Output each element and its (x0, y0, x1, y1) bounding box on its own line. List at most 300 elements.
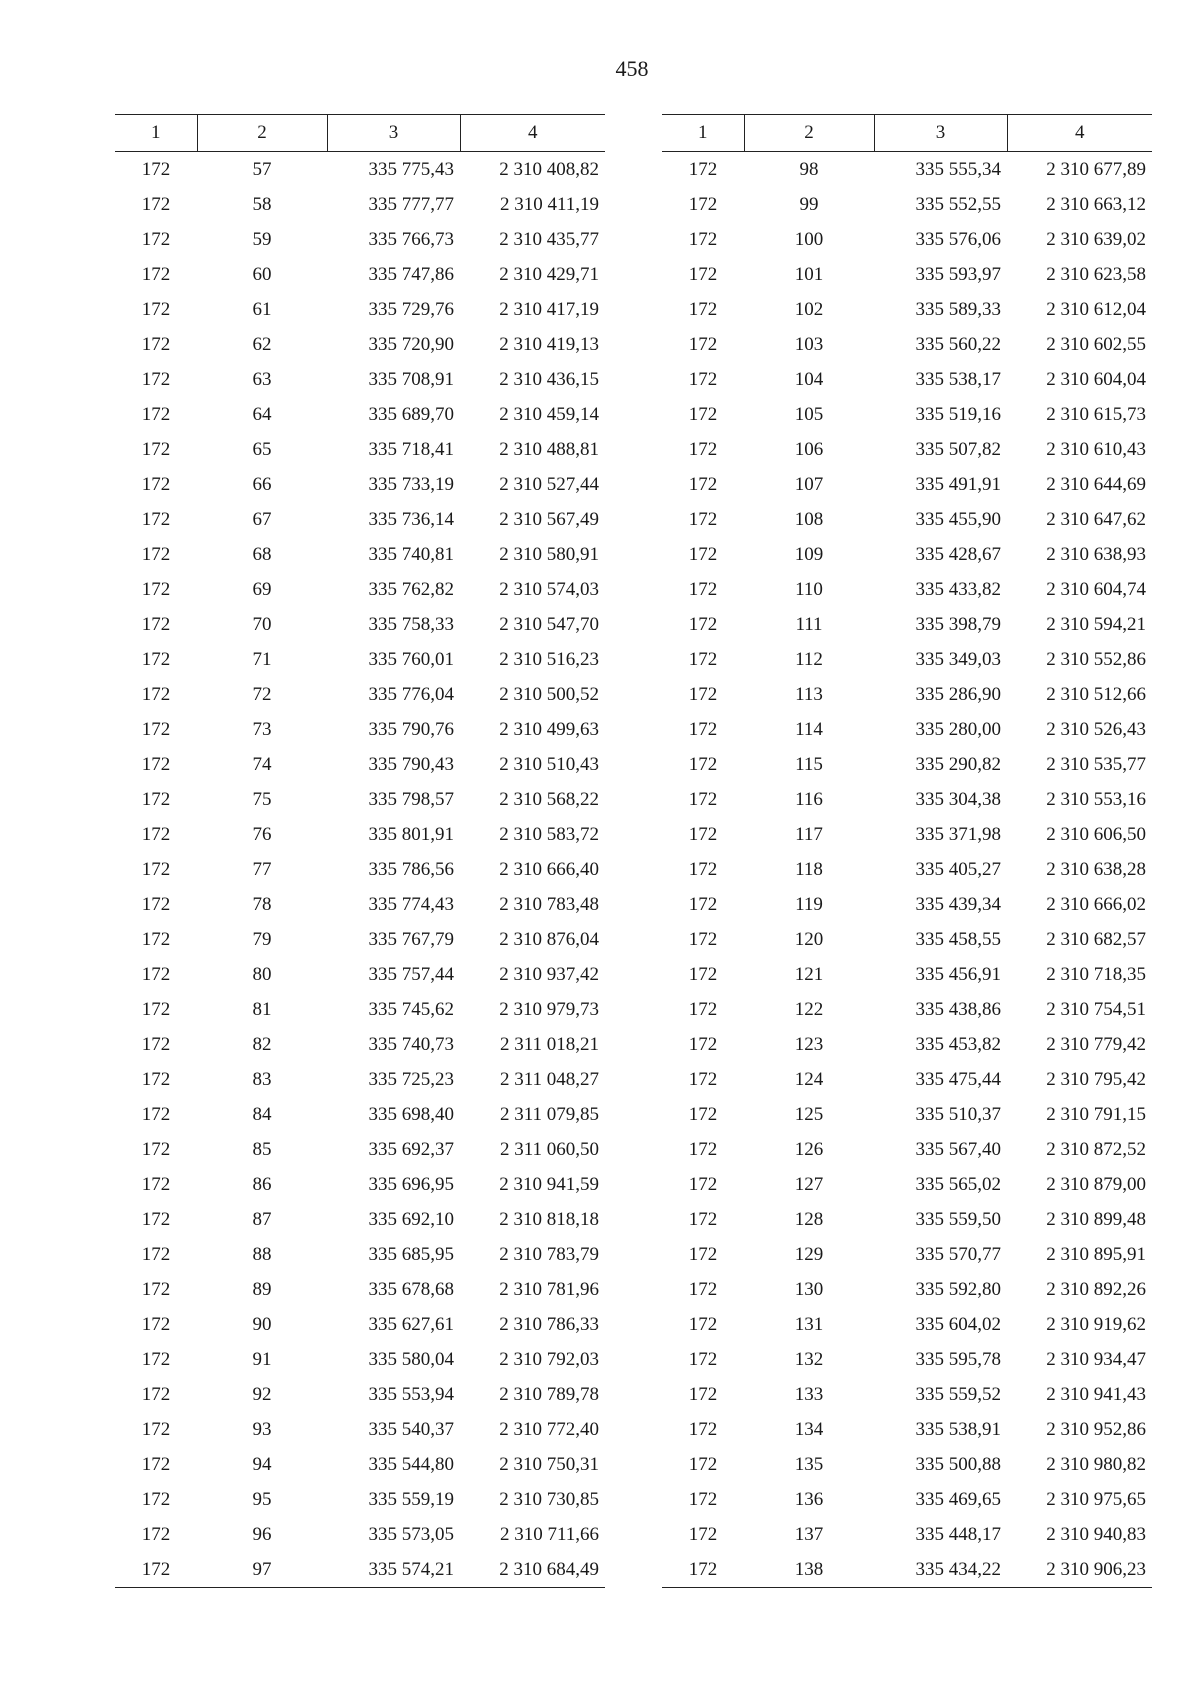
table-cell-col2: 108 (794, 508, 824, 530)
table-cell-col4: 2 310 975,65 (1046, 1488, 1146, 1510)
table-cell-col4: 2 310 750,31 (499, 1453, 599, 1475)
right-table (662, 114, 1152, 1588)
table-cell-col4: 2 310 574,03 (499, 578, 599, 600)
table-cell-col3: 335 290,82 (915, 753, 1001, 775)
table-cell-col4: 2 310 408,82 (499, 158, 599, 180)
table-cell-col3: 335 540,37 (368, 1418, 454, 1440)
table-cell-col4: 2 310 783,48 (499, 893, 599, 915)
table-cell-col1: 172 (688, 613, 718, 635)
table-cell-col2: 79 (252, 928, 272, 950)
table-cell-col1: 172 (688, 508, 718, 530)
table-cell-col1: 172 (141, 1208, 171, 1230)
table-row (115, 572, 605, 607)
table-cell-col2: 75 (252, 788, 272, 810)
table-cell-col2: 58 (252, 193, 272, 215)
table-cell-col3: 335 458,55 (915, 928, 1001, 950)
table-cell-col4: 2 310 644,69 (1046, 473, 1146, 495)
table-cell-col1: 172 (688, 823, 718, 845)
column-header-3: 3 (327, 115, 460, 152)
table-cell-col1: 172 (688, 893, 718, 915)
table-row (115, 747, 605, 782)
table-cell-col4: 2 310 429,71 (499, 263, 599, 285)
table-cell-col3: 335 565,02 (915, 1173, 1001, 1195)
table-cell-col1: 172 (688, 473, 718, 495)
table-cell-col4: 2 310 638,93 (1046, 543, 1146, 565)
table-cell-col2: 68 (252, 543, 272, 565)
table-cell-col3: 335 776,04 (368, 683, 454, 705)
table-row (662, 1342, 1152, 1377)
table-cell-col3: 335 553,94 (368, 1383, 454, 1405)
table-cell-col4: 2 310 568,22 (499, 788, 599, 810)
table-row (115, 957, 605, 992)
table-cell-col3: 335 729,76 (368, 298, 454, 320)
table-cell-col3: 335 491,91 (915, 473, 1001, 495)
table-cell-col2: 101 (794, 263, 824, 285)
table-row (662, 1377, 1152, 1412)
table-cell-col3: 335 685,95 (368, 1243, 454, 1265)
table-cell-col3: 335 720,90 (368, 333, 454, 355)
table-row (662, 922, 1152, 957)
table-cell-col2: 134 (794, 1418, 824, 1440)
table-cell-col2: 84 (252, 1103, 272, 1125)
table-cell-col1: 172 (141, 928, 171, 950)
table-row (115, 502, 605, 537)
table-row (662, 607, 1152, 642)
table-cell-col4: 2 310 980,82 (1046, 1453, 1146, 1475)
table-cell-col1: 172 (688, 718, 718, 740)
table-cell-col2: 90 (252, 1313, 272, 1335)
table-row (662, 992, 1152, 1027)
table-cell-col2: 69 (252, 578, 272, 600)
table-cell-col2: 97 (197, 1552, 327, 1588)
table-cell-col1: 172 (141, 1278, 171, 1300)
table-cell-col1: 172 (141, 893, 171, 915)
table-cell-col3: 335 762,82 (368, 578, 454, 600)
table-cell-col4: 2 310 783,79 (499, 1243, 599, 1265)
table-cell-col3: 335 790,43 (368, 753, 454, 775)
table-cell-col2: 83 (252, 1068, 272, 1090)
table-cell-col2: 63 (252, 368, 272, 390)
table-cell-col1: 172 (115, 1552, 197, 1588)
table-cell-col3: 335 570,77 (915, 1243, 1001, 1265)
table-cell-col2: 128 (794, 1208, 824, 1230)
table-cell-col2: 122 (794, 998, 824, 1020)
table-cell-col3: 335 574,21 (327, 1552, 460, 1588)
table-row (662, 1097, 1152, 1132)
table-row (662, 1132, 1152, 1167)
table-cell-col1: 172 (141, 438, 171, 460)
table-cell-col4: 2 310 500,52 (499, 683, 599, 705)
table-cell-col1: 172 (688, 963, 718, 985)
table-cell-col3: 335 786,56 (368, 858, 454, 880)
table-cell-col2: 87 (252, 1208, 272, 1230)
table-cell-col2: 91 (252, 1348, 272, 1370)
table-cell-col3: 335 774,43 (368, 893, 454, 915)
table-cell-col4: 2 310 718,35 (1046, 963, 1146, 985)
table-cell-col1: 172 (688, 1348, 718, 1370)
table-row (115, 677, 605, 712)
table-cell-col3: 335 777,77 (368, 193, 454, 215)
table-cell-col4: 2 310 892,26 (1046, 1278, 1146, 1300)
table-cell-col4: 2 310 730,85 (499, 1488, 599, 1510)
table-cell-col3: 335 698,40 (368, 1103, 454, 1125)
table-cell-col3: 335 580,04 (368, 1348, 454, 1370)
table-cell-col4: 2 310 772,40 (499, 1418, 599, 1440)
table-cell-col2: 133 (794, 1383, 824, 1405)
table-row (115, 1307, 605, 1342)
table-cell-col1: 172 (141, 473, 171, 495)
table-cell-col4: 2 310 419,13 (499, 333, 599, 355)
table-cell-col4: 2 310 754,51 (1046, 998, 1146, 1020)
table-cell-col2: 89 (252, 1278, 272, 1300)
table-cell-col2: 120 (794, 928, 824, 950)
table-cell-col2: 70 (252, 613, 272, 635)
table-cell-col4: 2 310 535,77 (1046, 753, 1146, 775)
table-cell-col2: 74 (252, 753, 272, 775)
table-cell-col1: 172 (688, 403, 718, 425)
table-cell-col4: 2 310 682,57 (1046, 928, 1146, 950)
table-cell-col3: 335 500,88 (915, 1453, 1001, 1475)
table-cell-col2: 100 (794, 228, 824, 250)
table-row (662, 152, 1152, 188)
table-row (662, 1027, 1152, 1062)
table-cell-col2: 121 (794, 963, 824, 985)
table-row (662, 1447, 1152, 1482)
table-cell-col1: 172 (141, 1488, 171, 1510)
table-row (662, 1552, 1152, 1588)
table-cell-col4: 2 310 604,74 (1046, 578, 1146, 600)
table-header-row (662, 115, 1152, 152)
table-row (662, 1307, 1152, 1342)
table-cell-col1: 172 (141, 753, 171, 775)
table-cell-col3: 335 747,86 (368, 263, 454, 285)
table-cell-col2: 99 (799, 193, 819, 215)
table-row (662, 1062, 1152, 1097)
table-row (662, 327, 1152, 362)
table-cell-col2: 119 (795, 893, 823, 915)
table-cell-col4: 2 310 919,62 (1046, 1313, 1146, 1335)
table-cell-col3: 335 405,27 (915, 858, 1001, 880)
table-cell-col1: 172 (688, 1033, 718, 1055)
table-cell-col1: 172 (141, 718, 171, 740)
table-cell-col4: 2 310 937,42 (499, 963, 599, 985)
table-cell-col3: 335 455,90 (915, 508, 1001, 530)
table-row (662, 292, 1152, 327)
table-cell-col3: 335 740,73 (368, 1033, 454, 1055)
table-cell-col3: 335 692,10 (368, 1208, 454, 1230)
table-row (662, 1167, 1152, 1202)
table-cell-col2: 114 (795, 718, 823, 740)
table-cell-col4: 2 310 899,48 (1046, 1208, 1146, 1230)
table-cell-col2: 112 (795, 648, 823, 670)
table-row (662, 887, 1152, 922)
table-cell-col3: 335 438,86 (915, 998, 1001, 1020)
table-cell-col1: 172 (688, 1418, 718, 1440)
table-cell-col1: 172 (688, 683, 718, 705)
table-cell-col1: 172 (141, 228, 171, 250)
table-cell-col4: 2 310 547,70 (499, 613, 599, 635)
table-cell-col3: 335 456,91 (915, 963, 1001, 985)
table-cell-col3: 335 718,41 (368, 438, 454, 460)
table-row (662, 712, 1152, 747)
table-cell-col3: 335 593,97 (915, 263, 1001, 285)
table-cell-col4: 2 310 499,63 (499, 718, 599, 740)
table-cell-col3: 335 475,44 (915, 1068, 1001, 1090)
table-cell-col2: 137 (794, 1523, 824, 1545)
table-row (115, 1272, 605, 1307)
table-cell-col3: 335 760,01 (368, 648, 454, 670)
table-cell-col1: 172 (141, 1173, 171, 1195)
table-cell-col3: 335 790,76 (368, 718, 454, 740)
table-cell-col2: 129 (794, 1243, 824, 1265)
table-cell-col3: 335 544,80 (368, 1453, 454, 1475)
table-row (115, 607, 605, 642)
table-cell-col4: 2 310 711,66 (499, 1523, 599, 1545)
table-cell-col3: 335 280,00 (915, 718, 1001, 740)
table-cell-col2: 118 (795, 858, 823, 880)
table-cell-col4: 2 310 610,43 (1046, 438, 1146, 460)
table-cell-col2: 106 (794, 438, 824, 460)
table-cell-col3: 335 304,38 (915, 788, 1001, 810)
table-cell-col2: 132 (794, 1348, 824, 1370)
table-cell-col3: 335 433,82 (915, 578, 1001, 600)
table-cell-col3: 335 725,23 (368, 1068, 454, 1090)
table-cell-col4: 2 311 060,50 (499, 1138, 599, 1160)
table-cell-col3: 335 559,52 (915, 1383, 1001, 1405)
table-row (662, 957, 1152, 992)
table-cell-col2: 130 (794, 1278, 824, 1300)
table-row (115, 397, 605, 432)
table-cell-col4: 2 310 594,21 (1046, 613, 1146, 635)
table-cell-col3: 335 775,43 (368, 158, 454, 180)
table-cell-col1: 172 (688, 928, 718, 950)
table-row (115, 467, 605, 502)
table-row (115, 257, 605, 292)
table-cell-col3: 335 555,34 (915, 158, 1001, 180)
table-cell-col3: 335 510,37 (915, 1103, 1001, 1125)
column-header-2: 2 (744, 115, 874, 152)
column-header-4: 4 (460, 115, 605, 152)
table-cell-col4: 2 310 876,04 (499, 928, 599, 950)
table-cell-col4: 2 310 567,49 (499, 508, 599, 530)
table-row (115, 712, 605, 747)
table-cell-col4: 2 310 872,52 (1046, 1138, 1146, 1160)
table-cell-col2: 65 (252, 438, 272, 460)
table-cell-col2: 88 (252, 1243, 272, 1265)
table-cell-col2: 102 (794, 298, 824, 320)
table-row (662, 1237, 1152, 1272)
table-cell-col1: 172 (141, 1453, 171, 1475)
table-cell-col4: 2 310 488,81 (499, 438, 599, 460)
page-number: 458 (615, 56, 649, 81)
table-cell-col2: 127 (794, 1173, 824, 1195)
table-cell-col1: 172 (141, 1348, 171, 1370)
table-cell-col2: 124 (794, 1068, 824, 1090)
table-cell-col2: 67 (252, 508, 272, 530)
table-cell-col1: 172 (141, 158, 171, 180)
table-cell-col1: 172 (688, 1453, 718, 1475)
table-row (115, 1342, 605, 1377)
table-cell-col1: 172 (141, 1243, 171, 1265)
table-cell-col4: 2 310 510,43 (499, 753, 599, 775)
left-table-body (115, 152, 605, 1588)
table-cell-col3: 335 740,81 (368, 543, 454, 565)
table-cell-col2: 107 (794, 473, 824, 495)
table-cell-col4: 2 310 979,73 (499, 998, 599, 1020)
table-cell-col1: 172 (141, 578, 171, 600)
table-cell-col1: 172 (141, 858, 171, 880)
table-row (115, 887, 605, 922)
table-cell-col4: 2 310 795,42 (1046, 1068, 1146, 1090)
table-cell-col2: 94 (252, 1453, 272, 1475)
table-cell-col4: 2 310 583,72 (499, 823, 599, 845)
table-row (662, 187, 1152, 222)
table-cell-col1: 172 (688, 1173, 718, 1195)
table-cell-col3: 335 439,34 (915, 893, 1001, 915)
table-cell-col2: 76 (252, 823, 272, 845)
table-cell-col2: 59 (252, 228, 272, 250)
table-row (115, 1447, 605, 1482)
table-cell-col4: 2 311 079,85 (499, 1103, 599, 1125)
column-header-2: 2 (197, 115, 327, 152)
table-row (115, 1552, 605, 1588)
table-cell-col4: 2 310 436,15 (499, 368, 599, 390)
table-cell-col1: 172 (688, 1243, 718, 1265)
table-cell-col3: 335 538,91 (915, 1418, 1001, 1440)
table-cell-col3: 335 567,40 (915, 1138, 1001, 1160)
table-row (662, 572, 1152, 607)
table-row (115, 852, 605, 887)
table-cell-col1: 172 (688, 193, 718, 215)
table-cell-col3: 335 428,67 (915, 543, 1001, 565)
table-cell-col1: 172 (141, 543, 171, 565)
table-row (115, 222, 605, 257)
column-header-1: 1 (115, 115, 197, 152)
table-row (662, 1482, 1152, 1517)
table-cell-col4: 2 310 781,96 (499, 1278, 599, 1300)
table-cell-col4: 2 310 818,18 (499, 1208, 599, 1230)
table-cell-col4: 2 310 526,43 (1046, 718, 1146, 740)
table-cell-col1: 172 (141, 683, 171, 705)
table-cell-col2: 98 (799, 158, 819, 180)
table-cell-col4: 2 310 941,43 (1046, 1383, 1146, 1405)
table-cell-col3: 335 696,95 (368, 1173, 454, 1195)
table-cell-col4: 2 310 792,03 (499, 1348, 599, 1370)
table-row (115, 1132, 605, 1167)
table-cell-col2: 115 (795, 753, 823, 775)
right-coordinate-table (662, 114, 1152, 1588)
table-cell-col3: 335 708,91 (368, 368, 454, 390)
table-cell-col4: 2 310 459,14 (499, 403, 599, 425)
table-cell-col2: 110 (795, 578, 823, 600)
table-cell-col3: 335 766,73 (368, 228, 454, 250)
table-cell-col1: 172 (141, 1313, 171, 1335)
table-cell-col2: 123 (794, 1033, 824, 1055)
table-cell-col3: 335 589,33 (915, 298, 1001, 320)
table-cell-col4: 2 310 647,62 (1046, 508, 1146, 530)
table-row (115, 1097, 605, 1132)
table-cell-col3: 335 692,37 (368, 1138, 454, 1160)
table-cell-col3: 335 689,70 (368, 403, 454, 425)
table-cell-col2: 86 (252, 1173, 272, 1195)
table-cell-col1: 172 (688, 578, 718, 600)
table-cell-col3: 335 286,90 (915, 683, 1001, 705)
table-cell-col1: 172 (688, 228, 718, 250)
table-cell-col4: 2 310 512,66 (1046, 683, 1146, 705)
table-row (115, 922, 605, 957)
table-cell-col2: 131 (794, 1313, 824, 1335)
table-row (662, 362, 1152, 397)
table-cell-col1: 172 (688, 543, 718, 565)
table-cell-col1: 172 (141, 193, 171, 215)
table-cell-col3: 335 519,16 (915, 403, 1001, 425)
table-cell-col1: 172 (688, 263, 718, 285)
table-cell-col3: 335 733,19 (368, 473, 454, 495)
table-cell-col1: 172 (688, 1138, 718, 1160)
table-cell-col1: 172 (141, 1033, 171, 1055)
table-cell-col2: 138 (744, 1552, 874, 1588)
table-cell-col2: 66 (252, 473, 272, 495)
left-coordinate-table (115, 114, 605, 1588)
table-cell-col4: 2 310 684,49 (460, 1552, 605, 1588)
table-row (662, 222, 1152, 257)
table-row (662, 677, 1152, 712)
table-cell-col2: 125 (794, 1103, 824, 1125)
table-cell-col1: 172 (688, 1383, 718, 1405)
table-cell-col2: 109 (794, 543, 824, 565)
table-row (115, 1237, 605, 1272)
table-row (662, 1517, 1152, 1552)
table-cell-col2: 72 (252, 683, 272, 705)
table-cell-col1: 172 (688, 1278, 718, 1300)
table-cell-col4: 2 310 553,16 (1046, 788, 1146, 810)
right-table-body (662, 152, 1152, 1588)
table-cell-col1: 172 (141, 368, 171, 390)
table-cell-col1: 172 (141, 1138, 171, 1160)
table-cell-col3: 335 448,17 (915, 1523, 1001, 1545)
table-cell-col4: 2 310 666,02 (1046, 893, 1146, 915)
table-cell-col2: 116 (795, 788, 823, 810)
table-cell-col1: 172 (141, 1383, 171, 1405)
table-cell-col4: 2 310 417,19 (499, 298, 599, 320)
table-cell-col4: 2 311 048,27 (499, 1068, 599, 1090)
table-cell-col2: 64 (252, 403, 272, 425)
table-row (115, 362, 605, 397)
table-row (115, 1517, 605, 1552)
table-cell-col1: 172 (141, 403, 171, 425)
table-row (662, 1202, 1152, 1237)
table-cell-col4: 2 310 934,47 (1046, 1348, 1146, 1370)
table-row (662, 852, 1152, 887)
table-cell-col3: 335 678,68 (368, 1278, 454, 1300)
table-cell-col1: 172 (141, 963, 171, 985)
table-row (115, 152, 605, 188)
table-cell-col1: 172 (688, 858, 718, 880)
table-cell-col3: 335 627,61 (368, 1313, 454, 1335)
table-cell-col3: 335 559,19 (368, 1488, 454, 1510)
column-header-3: 3 (874, 115, 1007, 152)
table-cell-col1: 172 (141, 1068, 171, 1090)
table-row (662, 642, 1152, 677)
table-row (115, 327, 605, 362)
table-cell-col1: 172 (688, 788, 718, 810)
table-cell-col4: 2 310 786,33 (499, 1313, 599, 1335)
table-cell-col2: 135 (794, 1453, 824, 1475)
table-cell-col3: 335 453,82 (915, 1033, 1001, 1055)
table-row (662, 257, 1152, 292)
table-cell-col1: 172 (141, 508, 171, 530)
table-cell-col1: 172 (141, 298, 171, 320)
